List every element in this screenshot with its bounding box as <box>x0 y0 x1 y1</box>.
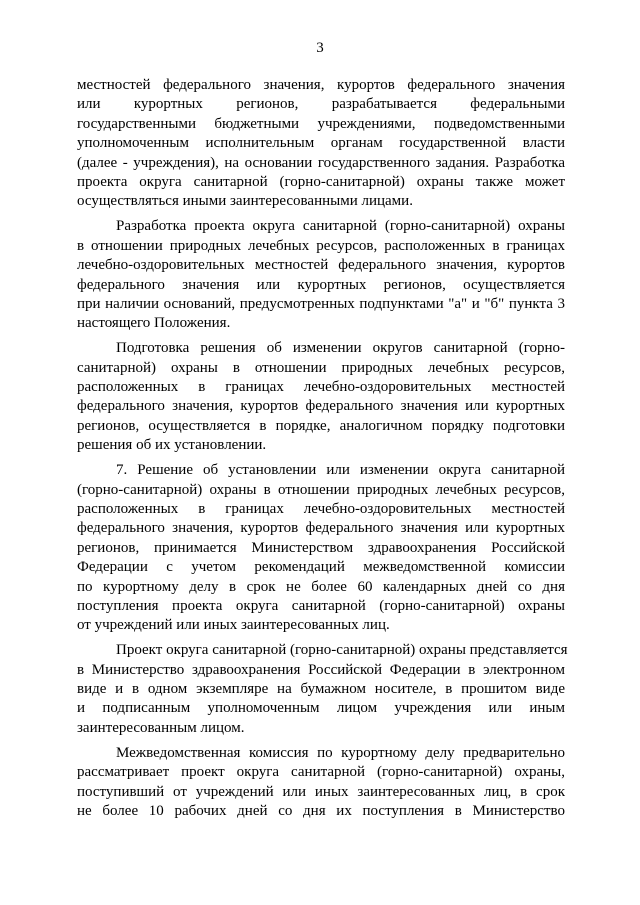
text-line: (горно-санитарной) охраны в отношении природных лечебных ресурсов, <box>77 481 565 498</box>
text-line: уполномоченным исполнительным органам государственной власти <box>77 135 565 152</box>
text-line: лечебно-оздоровительных местностей федерального значения, курортов <box>77 257 565 274</box>
text-line: в отношении природных лечебных ресурсов, расположенных в границах <box>77 237 565 254</box>
text-line: Разработка проекта округа санитарной (горно-санитарной) охраны <box>116 218 565 235</box>
text-line: 7. Решение об установлении или изменении округа санитарной <box>116 462 565 479</box>
text-line: Межведомственная комиссия по курортному делу предварительно <box>116 744 565 761</box>
text-line: осуществляться иными заинтересованными лицами. <box>77 193 413 210</box>
text-line: регионов, принимается Министерством здравоохранения Российской <box>77 539 565 556</box>
text-line: (далее - учреждения), на основании государственного задания. Разработка <box>77 154 565 171</box>
text-line: государственными бюджетными учреждениями, подведомственными <box>77 115 565 132</box>
text-line: федерального значения или курортных регионов, осуществляется <box>77 276 565 293</box>
text-line: санитарной) охраны в отношении природных лечебных ресурсов, <box>77 359 565 376</box>
text-line: регионов, осуществляется в порядке, аналогичном порядку подготовки <box>77 417 565 434</box>
text-line: федерального значения, курортов федерального значения или курортных <box>77 398 565 415</box>
text-line: поступивший от учреждений или иных заинтересованных лиц, в срок <box>77 783 565 800</box>
text-line: Подготовка решения об изменении округов санитарной (горно- <box>116 340 565 357</box>
text-line: расположенных в границах лечебно-оздоровительных местностей <box>77 500 565 517</box>
page-number: 3 <box>316 40 324 56</box>
text-line: рассматривает проект округа санитарной (горно-санитарной) охраны, <box>77 764 565 781</box>
text-line: в Министерство здравоохранения Российской Федерации в электронном <box>77 661 565 678</box>
text-line: и подписанным уполномоченным лицом учреждения или иным <box>77 700 565 717</box>
paragraph-change-preparation <box>77 339 565 455</box>
text-line: при наличии оснований, предусмотренных подпунктами "а" и "б" пункта 3 <box>77 295 565 312</box>
paragraph-continuation <box>77 76 565 212</box>
text-line: проекта округа санитарной (горно-санитарной) охраны также может <box>77 173 565 190</box>
text-line: от учреждений или иных заинтересованных лиц. <box>77 617 390 634</box>
paragraph-project-submission <box>77 641 568 738</box>
text-line: расположенных в границах лечебно-оздоровительных местностей <box>77 379 565 396</box>
text-line: виде и в одном экземпляре на бумажном носителе, в прошитом виде <box>77 681 565 698</box>
text-line: местностей федерального значения, курортов федерального значения <box>77 77 565 93</box>
text-line: настоящего Положения. <box>77 315 231 332</box>
text-line: Федерации с учетом рекомендаций межведомственной комиссии <box>77 559 565 576</box>
text-line: по курортному делу в срок не более 60 календарных дней со дня <box>77 578 565 595</box>
text-line: поступления проекта округа санитарной (горно-санитарной) охраны <box>77 597 565 614</box>
text-line: федерального значения, курортов федерального значения или курортных <box>77 520 565 537</box>
text-line: Проект округа санитарной (горно-санитарной) охраны представляется <box>116 642 568 659</box>
paragraph-development <box>77 217 565 333</box>
text-line: или курортных регионов, разрабатывается федеральными <box>77 96 565 113</box>
text-line: заинтересованным лицом. <box>77 719 245 736</box>
document-body <box>77 76 568 821</box>
paragraph-commission-review <box>77 744 565 822</box>
text-line: не более 10 рабочих дней со дня их поступления в Министерство <box>77 803 565 820</box>
paragraph-item-7 <box>77 461 565 636</box>
text-line: решения об их установлении. <box>77 437 267 454</box>
